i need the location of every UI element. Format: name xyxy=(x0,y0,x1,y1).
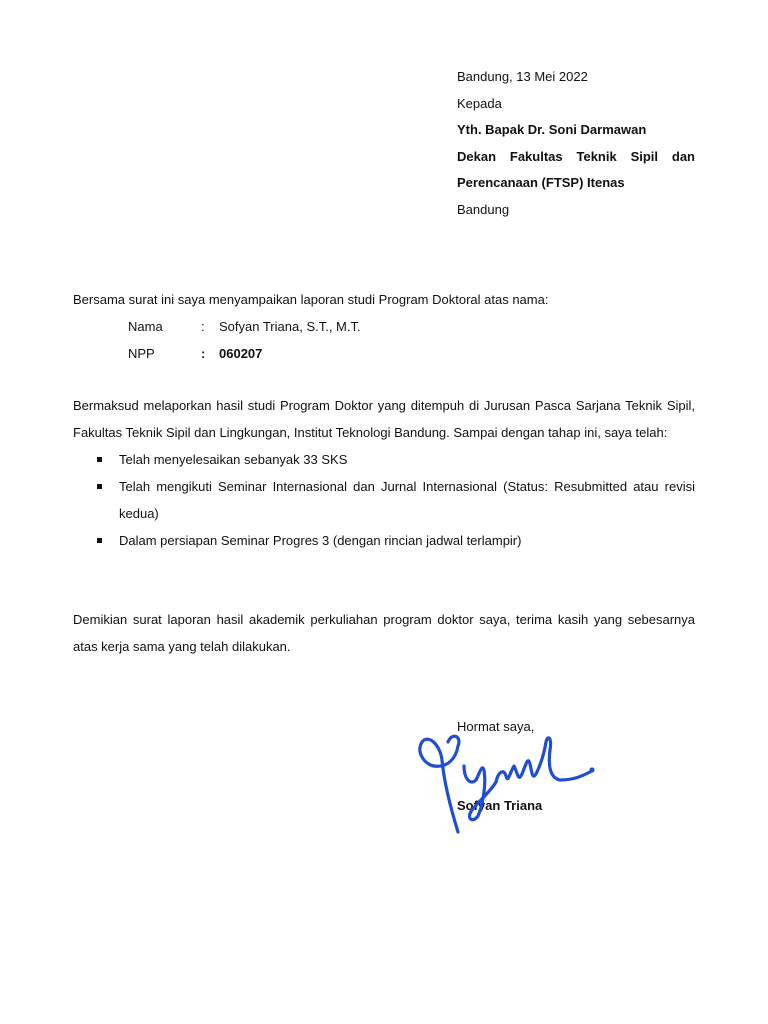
name-row xyxy=(73,313,695,340)
signature-dot xyxy=(589,767,594,772)
recipient-city: Bandung xyxy=(457,201,510,217)
handwritten-signature xyxy=(414,720,604,835)
list-item: Telah mengikuti Seminar Internasional dan Jurnal Internasional (Status: Resubmitted atau revisi kedua) xyxy=(73,473,695,527)
npp-label: NPP xyxy=(128,346,155,361)
intro-paragraph: Bersama surat ini saya menyampaikan laporan studi Program Doktoral atas nama: xyxy=(73,292,549,307)
signer-name: Sofyan Triana xyxy=(457,798,543,813)
npp-colon: : xyxy=(201,346,206,361)
closing-section xyxy=(73,606,695,660)
place-date: Bandung, 13 Mei 2022 xyxy=(457,69,588,84)
name-colon: : xyxy=(201,319,205,334)
bullet-square-icon xyxy=(97,538,102,543)
intro-section xyxy=(73,286,695,367)
bullet-square-icon xyxy=(97,484,102,489)
recipient-name: Yth. Bapak Dr. Soni Darmawan xyxy=(457,122,647,138)
closing-paragraph: Demikian surat laporan hasil akademik perkuliahan program doktor saya, terima kasih yang sebesarnya atas kerja sama yang telah dilakukan. xyxy=(73,612,695,654)
closing-salutation: Hormat saya, xyxy=(457,719,535,734)
name-label: Nama xyxy=(128,319,163,334)
recipient-position-line-1: Dekan Fakultas Teknik Sipil dan xyxy=(457,148,695,164)
list-item: Dalam persiapan Seminar Progres 3 (dengan rincian jadwal terlampir) xyxy=(73,527,695,554)
recipient-position-line-2: Perencanaan (FTSP) Itenas xyxy=(457,175,625,191)
to-label: Kepada xyxy=(457,95,502,111)
name-value: Sofyan Triana, S.T., M.T. xyxy=(219,319,361,334)
bullet-square-icon xyxy=(97,457,102,462)
npp-row xyxy=(73,340,695,367)
achievement-list xyxy=(73,446,695,554)
npp-value: 060207 xyxy=(219,346,263,361)
purpose-section xyxy=(73,392,695,554)
signature-strokes xyxy=(420,736,590,832)
purpose-paragraph: Bermaksud melaporkan hasil studi Program Doktor yang ditempuh di Jurusan Pasca Sarjana Teknik Sipil, Fakultas Teknik Sipil dan Lingkungan, Institut Teknologi Bandung. Sampai dengan tahap ini, saya telah: xyxy=(73,398,695,440)
list-item: Telah menyelesaikan sebanyak 33 SKS xyxy=(73,446,695,473)
recipient-block xyxy=(457,68,695,228)
